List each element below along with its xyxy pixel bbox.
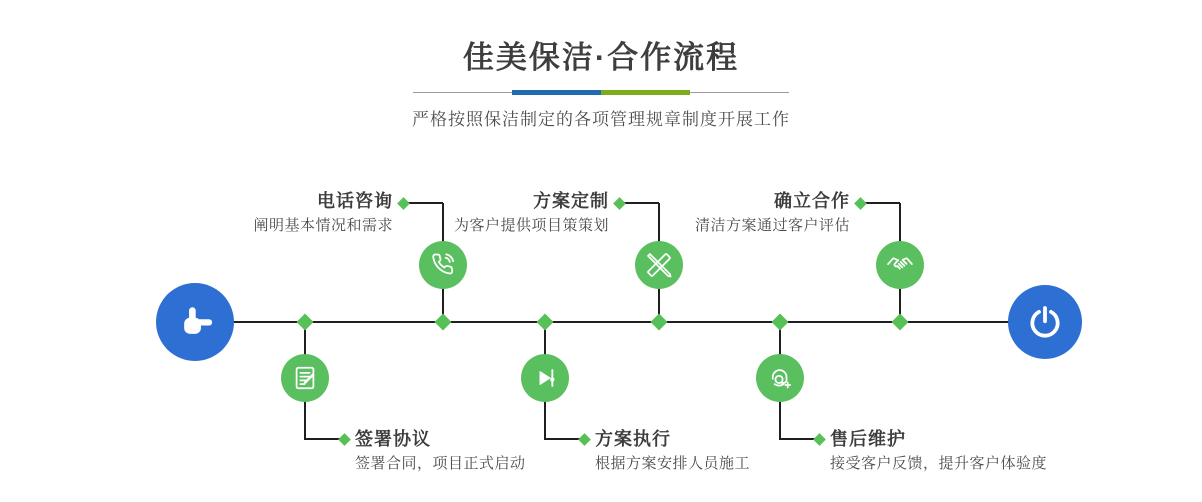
label-diamond <box>813 433 826 446</box>
step-title: 确立合作 <box>774 191 850 211</box>
divider-blue-segment <box>512 90 601 95</box>
step-label-cooperate <box>695 190 850 236</box>
timeline-diamond <box>772 314 789 331</box>
flow-end-node <box>1008 285 1082 359</box>
title-divider <box>413 90 789 95</box>
step-label-consult <box>253 190 393 236</box>
label-diamond <box>578 433 591 446</box>
connector-line <box>864 202 900 204</box>
section-header <box>0 36 1202 130</box>
pencil-ruler-icon <box>645 251 673 279</box>
step-circle-sign <box>281 354 329 402</box>
timeline-diamond <box>537 314 554 331</box>
divider-green-segment <box>601 90 690 95</box>
step-title: 方案定制 <box>533 191 609 211</box>
step-desc: 阐明基本情况和需求 <box>253 217 393 234</box>
step-circle-consult <box>419 241 467 289</box>
play-icon <box>531 364 559 392</box>
connector-line <box>305 438 341 440</box>
label-diamond <box>397 197 410 210</box>
step-label-plan <box>454 190 609 236</box>
timeline-line <box>195 321 1045 323</box>
phone-icon <box>429 251 457 279</box>
step-circle-plan <box>635 241 683 289</box>
step-desc: 根据方案安排人员施工 <box>595 455 751 472</box>
handshake-icon <box>886 251 914 279</box>
step-desc: 签署合同，项目正式启动 <box>355 455 526 472</box>
label-diamond <box>854 197 867 210</box>
connector-line <box>407 202 443 204</box>
label-diamond <box>338 433 351 446</box>
timeline-diamond <box>892 314 909 331</box>
step-desc: 清洁方案通过客户评估 <box>694 217 850 234</box>
connector-line <box>780 438 816 440</box>
step-title: 签署协议 <box>355 429 431 449</box>
connector-line <box>623 202 659 204</box>
step-title: 售后维护 <box>830 429 906 449</box>
step-circle-cooperate <box>876 241 924 289</box>
connector-line <box>545 438 581 440</box>
step-circle-service <box>756 354 804 402</box>
flow-start-node <box>156 283 234 361</box>
page-subtitle: 严格按照保洁制定的各项管理规章制度开展工作 <box>412 110 790 129</box>
timeline-diamond <box>435 314 452 331</box>
step-label-service <box>830 428 1047 474</box>
timeline-diamond <box>651 314 668 331</box>
step-label-sign <box>355 428 526 474</box>
hand-pointing-icon <box>174 301 216 343</box>
headset-plus-icon <box>766 364 794 392</box>
step-desc: 接受客户反馈，提升客户体验度 <box>830 455 1048 472</box>
step-circle-execute <box>521 354 569 402</box>
power-icon <box>1026 303 1064 341</box>
page-title: 佳美保洁·合作流程 <box>462 40 740 75</box>
document-sign-icon <box>291 364 319 392</box>
step-label-execute <box>595 428 750 474</box>
timeline-diamond <box>297 314 314 331</box>
step-desc: 为客户提供项目策策划 <box>453 217 609 234</box>
label-diamond <box>613 197 626 210</box>
step-title: 方案执行 <box>595 429 671 449</box>
step-title: 电话咨询 <box>317 191 393 211</box>
